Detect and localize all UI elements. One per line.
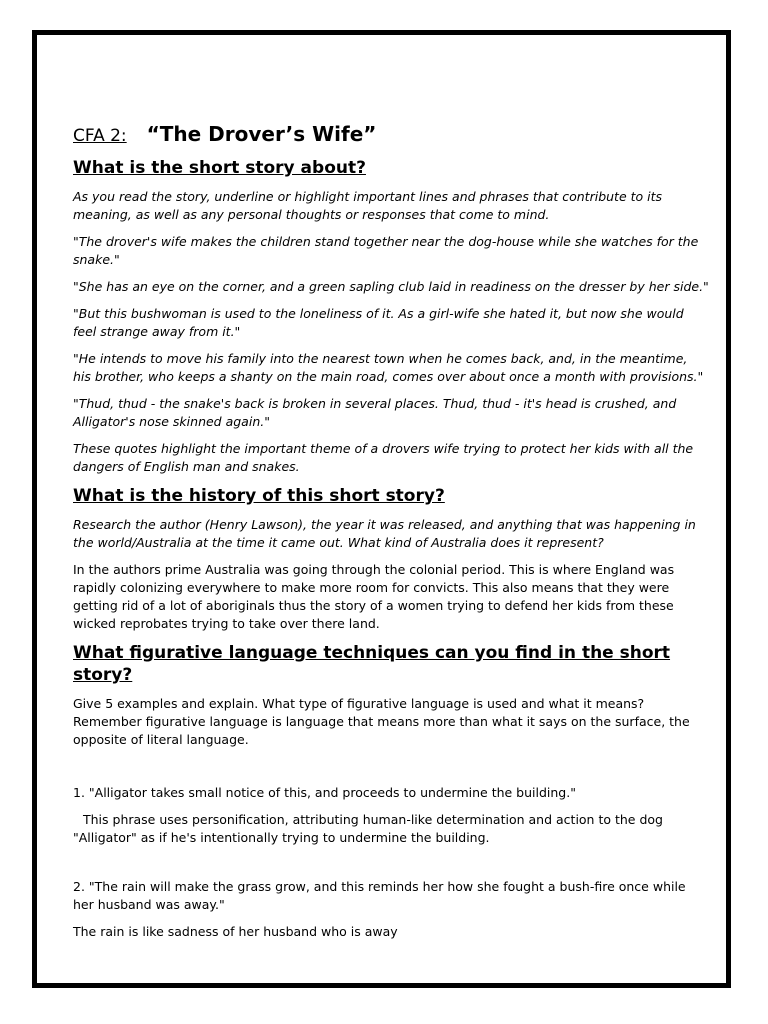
cfa-label: CFA 2: xyxy=(73,126,127,146)
story-title: “The Drover’s Wife” xyxy=(146,122,377,146)
example-2-explanation: The rain is like sadness of her husband who is away xyxy=(73,924,398,939)
spacer xyxy=(73,758,709,784)
section-heading-figurative: What figurative language techniques can you find in the short story? xyxy=(73,643,671,685)
quote-5: "Thud, thud - the snake's back is broken in several places. Thud, thud - it's head is crushed, and Alligator's nose skinned again." xyxy=(73,396,677,429)
document-body xyxy=(73,122,709,950)
quote-2: "She has an eye on the corner, and a green sapling club laid in readiness on the dresser by her side." xyxy=(73,279,709,294)
section-heading-about: What is the short story about? xyxy=(73,158,366,178)
instruction-figurative: Give 5 examples and explain. What type of figurative language is used and what it means? Remember figurative language is language that means more than what it says on the surface, the opposite of literal language. xyxy=(73,696,690,747)
example-1-explanation: This phrase uses personification, attributing human-like determination and action to the dog "Alligator" as if he's intentionally trying to undermine the building. xyxy=(73,812,663,845)
instruction-history: Research the author (Henry Lawson), the year it was released, and anything that was happening in the world/Australia at the time it came out. What kind of Australia does it represent? xyxy=(73,517,696,550)
spacer xyxy=(73,856,709,878)
example-2-quote: 2. "The rain will make the grass grow, and this reminds her how she fought a bush-fire once while her husband was away." xyxy=(73,879,686,912)
quote-4: "He intends to move his family into the nearest town when he comes back, and, in the meantime, his brother, who keeps a shanty on the main road, comes over about once a month with provisions." xyxy=(73,351,704,384)
quote-1: "The drover's wife makes the children stand together near the dog-house while she watches for the snake." xyxy=(73,234,699,267)
section-heading-history: What is the history of this short story? xyxy=(73,486,445,506)
quote-3: "But this bushwoman is used to the loneliness of it. As a girl-wife she hated it, but now she would feel strange away from it." xyxy=(73,306,684,339)
answer-history: In the authors prime Australia was going through the colonial period. This is where England was rapidly colonizing everywhere to make more room for convicts. This also means that they were getting rid of a lot of aboriginals thus the story of a women trying to defend her kids from these wicked reprobates trying to take over there land. xyxy=(73,562,675,631)
example-1-quote: 1. "Alligator takes small notice of this, and proceeds to undermine the building." xyxy=(73,785,576,800)
summary-about: These quotes highlight the important theme of a drovers wife trying to protect her kids with all the dangers of English man and snakes. xyxy=(73,441,694,474)
document-title xyxy=(73,122,709,148)
instruction-about: As you read the story, underline or highlight important lines and phrases that contribute to its meaning, as well as any personal thoughts or responses that come to mind. xyxy=(73,189,663,222)
